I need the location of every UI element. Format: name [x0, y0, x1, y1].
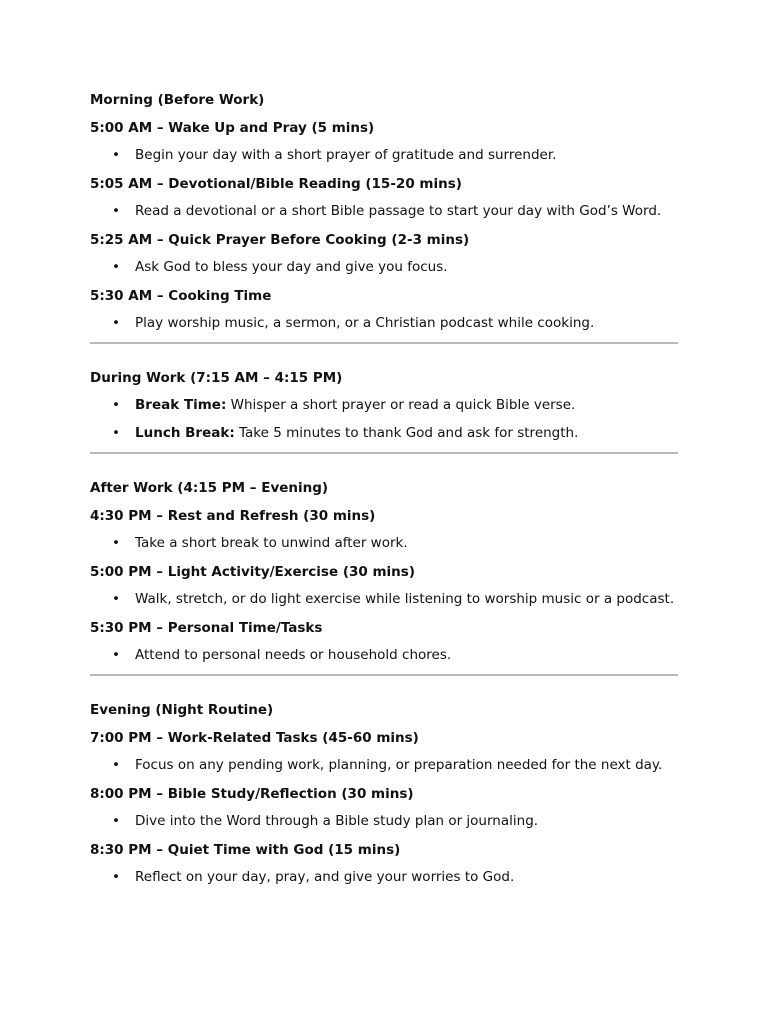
bullet-list: [90, 202, 678, 220]
section-after-work: [90, 478, 678, 664]
section-morning: [90, 90, 678, 332]
bullet-icon: •: [112, 813, 120, 829]
bullet-icon: •: [112, 591, 120, 607]
schedule-item-title: 7:00 PM – Work-Related Tasks (45-60 mins): [90, 730, 419, 746]
schedule-item-title: 8:30 PM – Quiet Time with God (15 mins): [90, 842, 401, 858]
list-item-text: Focus on any pending work, planning, or preparation needed for the next day.: [135, 757, 663, 773]
bullet-icon: •: [112, 147, 120, 163]
schedule-item-title: 5:00 PM – Light Activity/Exercise (30 mins): [90, 564, 415, 580]
divider: [90, 452, 678, 454]
list-item: [90, 202, 678, 220]
section-title: After Work (4:15 PM – Evening): [90, 480, 329, 496]
bullet-icon: •: [112, 203, 120, 219]
bullet-icon: •: [112, 259, 120, 275]
bullet-list: [90, 812, 678, 830]
list-item-text: Walk, stretch, or do light exercise while listening to worship music or a podcast.: [135, 591, 675, 607]
bullet-list: [90, 314, 678, 332]
list-item: [90, 146, 678, 164]
list-item: [90, 424, 678, 442]
bullet-list: [90, 756, 678, 774]
bullet-list: [90, 590, 678, 608]
document-page: [90, 90, 678, 896]
schedule-item-title: 5:00 AM – Wake Up and Pray (5 mins): [90, 120, 375, 136]
list-item-label: Break Time:: [135, 397, 227, 413]
bullet-list: [90, 258, 678, 276]
divider: [90, 342, 678, 344]
list-item-text: Ask God to bless your day and give you focus.: [135, 259, 448, 275]
section-title: During Work (7:15 AM – 4:15 PM): [90, 370, 343, 386]
list-item: [90, 258, 678, 276]
bullet-list: [90, 146, 678, 164]
bullet-icon: •: [112, 647, 120, 663]
list-item-text: Read a devotional or a short Bible passage to start your day with God’s Word.: [135, 203, 662, 219]
section-title: Morning (Before Work): [90, 92, 265, 108]
schedule-item-title: 4:30 PM – Rest and Refresh (30 mins): [90, 508, 376, 524]
bullet-icon: •: [112, 869, 120, 885]
section-during-work: [90, 368, 678, 442]
bullet-icon: •: [112, 535, 120, 551]
list-item-label: Lunch Break:: [135, 425, 235, 441]
list-item: [90, 314, 678, 332]
schedule-item-title: 5:30 AM – Cooking Time: [90, 288, 272, 304]
bullet-icon: •: [112, 397, 120, 413]
list-item-text: Begin your day with a short prayer of gratitude and surrender.: [135, 147, 557, 163]
schedule-item-title: 5:30 PM – Personal Time/Tasks: [90, 620, 323, 636]
list-item-text: Attend to personal needs or household chores.: [135, 647, 452, 663]
bullet-list: [90, 396, 678, 442]
divider: [90, 674, 678, 676]
bullet-icon: •: [112, 425, 120, 441]
schedule-item-title: 8:00 PM – Bible Study/Reflection (30 mins): [90, 786, 414, 802]
list-item-text: Reflect on your day, pray, and give your worries to God.: [135, 869, 515, 885]
list-item: [90, 868, 678, 886]
schedule-item-title: 5:25 AM – Quick Prayer Before Cooking (2-3 mins): [90, 232, 470, 248]
list-item: [90, 396, 678, 414]
bullet-list: [90, 646, 678, 664]
bullet-icon: •: [112, 757, 120, 773]
list-item: [90, 534, 678, 552]
section-evening: [90, 700, 678, 886]
list-item-text: Take 5 minutes to thank God and ask for strength.: [234, 425, 579, 441]
list-item: [90, 812, 678, 830]
list-item-text: Whisper a short prayer or read a quick Bible verse.: [226, 397, 576, 413]
bullet-list: [90, 534, 678, 552]
list-item: [90, 590, 678, 608]
schedule-item-title: 5:05 AM – Devotional/Bible Reading (15-20 mins): [90, 176, 462, 192]
bullet-list: [90, 868, 678, 886]
list-item: [90, 756, 678, 774]
list-item-text: Play worship music, a sermon, or a Christian podcast while cooking.: [135, 315, 595, 331]
list-item: [90, 646, 678, 664]
bullet-icon: •: [112, 315, 120, 331]
section-title: Evening (Night Routine): [90, 702, 274, 718]
list-item-text: Take a short break to unwind after work.: [135, 535, 408, 551]
list-item-text: Dive into the Word through a Bible study plan or journaling.: [135, 813, 539, 829]
